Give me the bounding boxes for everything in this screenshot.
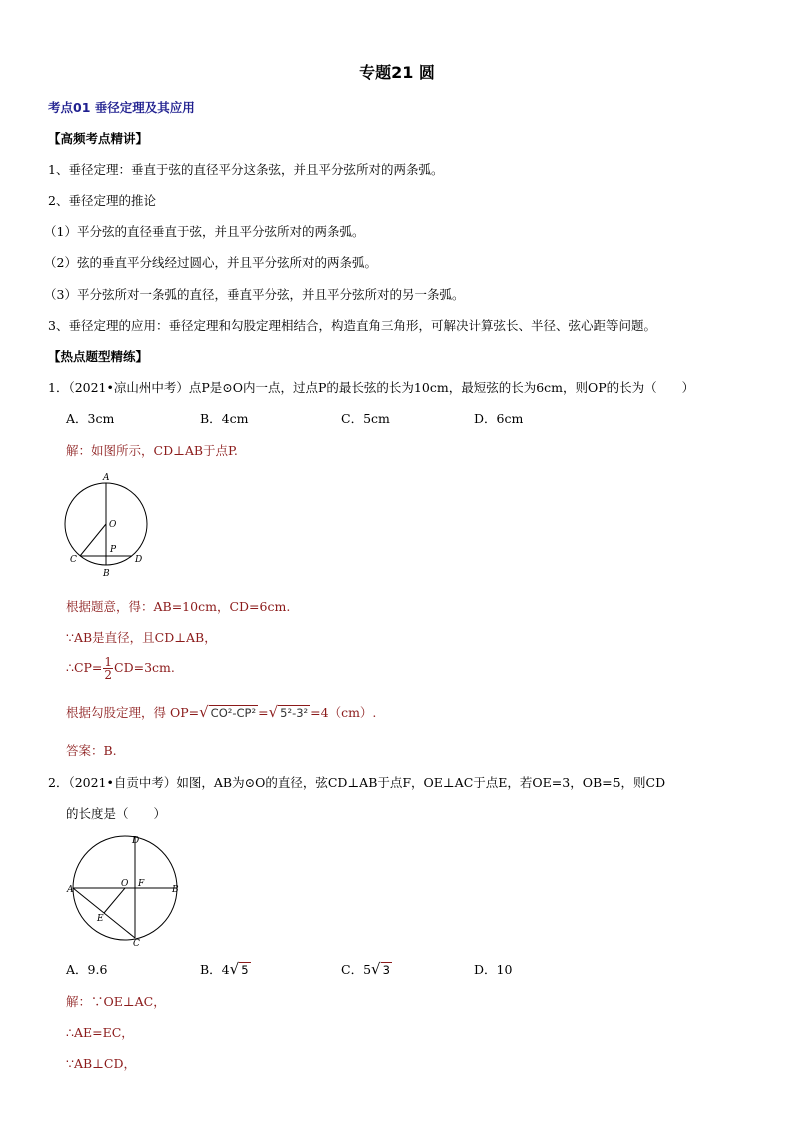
q1-solution-intro: 解：如图所示，CD⊥AB于点P.: [66, 443, 238, 458]
q1-answer: 答案：B.: [66, 743, 117, 758]
q1-option-a: A．3cm: [66, 411, 115, 426]
q1-option-c: C．5cm: [341, 411, 390, 426]
point-2-2: （2）弦的垂直平分线经过圆心，并且平分弦所对的两条弧。: [44, 255, 377, 270]
q2-label-d: D: [132, 836, 140, 846]
q2-label-o: O: [121, 879, 129, 889]
q2-label-a: A: [67, 885, 74, 895]
q2-solution-line3: ∵AB⊥CD，: [66, 1056, 137, 1071]
q2-option-a: A．9.6: [66, 962, 108, 977]
q2-solution-line2: ∴AE=EC，: [66, 1025, 134, 1040]
q2-option-c: C．5√ 3: [341, 960, 390, 978]
section-heading: 考点01 垂径定理及其应用: [48, 100, 195, 115]
point-3: 3、垂径定理的应用：垂径定理和勾股定理相结合，构造直角三角形，可解决计算弦长、半径、弦心距等问题。: [48, 318, 656, 333]
page-title: 专题21 圆: [359, 63, 435, 82]
q1-label-c: C: [70, 555, 77, 565]
q1-solution-line3: ∴CP= $\frac{1}{2}$ CD=3cm.: [66, 655, 175, 682]
point-1: 1、垂径定理：垂直于弦的直径平分这条弦，并且平分弦所对的两条弧。: [48, 162, 444, 177]
point-2-3: （3）平分弦所对一条弧的直径，垂直平分弦，并且平分弦所对的另一条弧。: [44, 287, 465, 302]
q2-solution-line1: 解：∵OE⊥AC，: [66, 994, 166, 1009]
q2-label-f: F: [138, 879, 145, 889]
q2-label-e: E: [97, 914, 104, 924]
q2-circle-figure: [64, 830, 184, 946]
q1-label-a: A: [103, 473, 110, 483]
q1-label-d: D: [135, 555, 143, 565]
q2-stem-line1: 2．（2021•自贡中考）如图，AB为⊙O的直径，弦CD⊥AB于点F，OE⊥AC于点E，若OE=3，OB=5，则CD: [48, 775, 666, 790]
q1-solution-line2: ∵AB是直径，且CD⊥AB，: [66, 630, 217, 645]
heading-exercises: 【热点题型精练】: [48, 349, 149, 364]
q1-label-o: O: [109, 520, 117, 530]
q1-label-b: B: [103, 569, 110, 579]
fraction-one-half: $\frac{1}{2}$: [104, 655, 113, 682]
heading-key-points: 【高频考点精讲】: [48, 131, 149, 146]
q1-label-p: P: [110, 545, 117, 555]
q1-circle-figure: [58, 470, 164, 582]
q2-option-b: B．4√ 5: [200, 960, 249, 978]
q1-stem: 1．（2021•凉山州中考）点P是⊙O内一点，过点P的最长弦的长为10cm，最短弦的长为6cm，则OP的长为（ ）: [48, 380, 695, 395]
q2-stem-line2: 的长度是（ ）: [66, 806, 167, 821]
point-2-1: （1）平分弦的直径垂直于弦，并且平分弦所对的两条弧。: [44, 224, 365, 239]
q2-option-d: D．10: [474, 962, 513, 977]
q1-option-d: D．6cm: [474, 411, 524, 426]
q2-label-c: C: [133, 939, 140, 946]
q1-solution-line4: 根据勾股定理，得 OP=√ CO²-CP² =√ 5²-3² =4（cm）.: [66, 703, 377, 721]
q2-label-b: B: [172, 885, 179, 895]
point-2: 2、垂径定理的推论: [48, 193, 156, 208]
q1-option-b: B．4cm: [200, 411, 249, 426]
q1-solution-line1: 根据题意，得：AB=10cm，CD=6cm.: [66, 599, 291, 614]
